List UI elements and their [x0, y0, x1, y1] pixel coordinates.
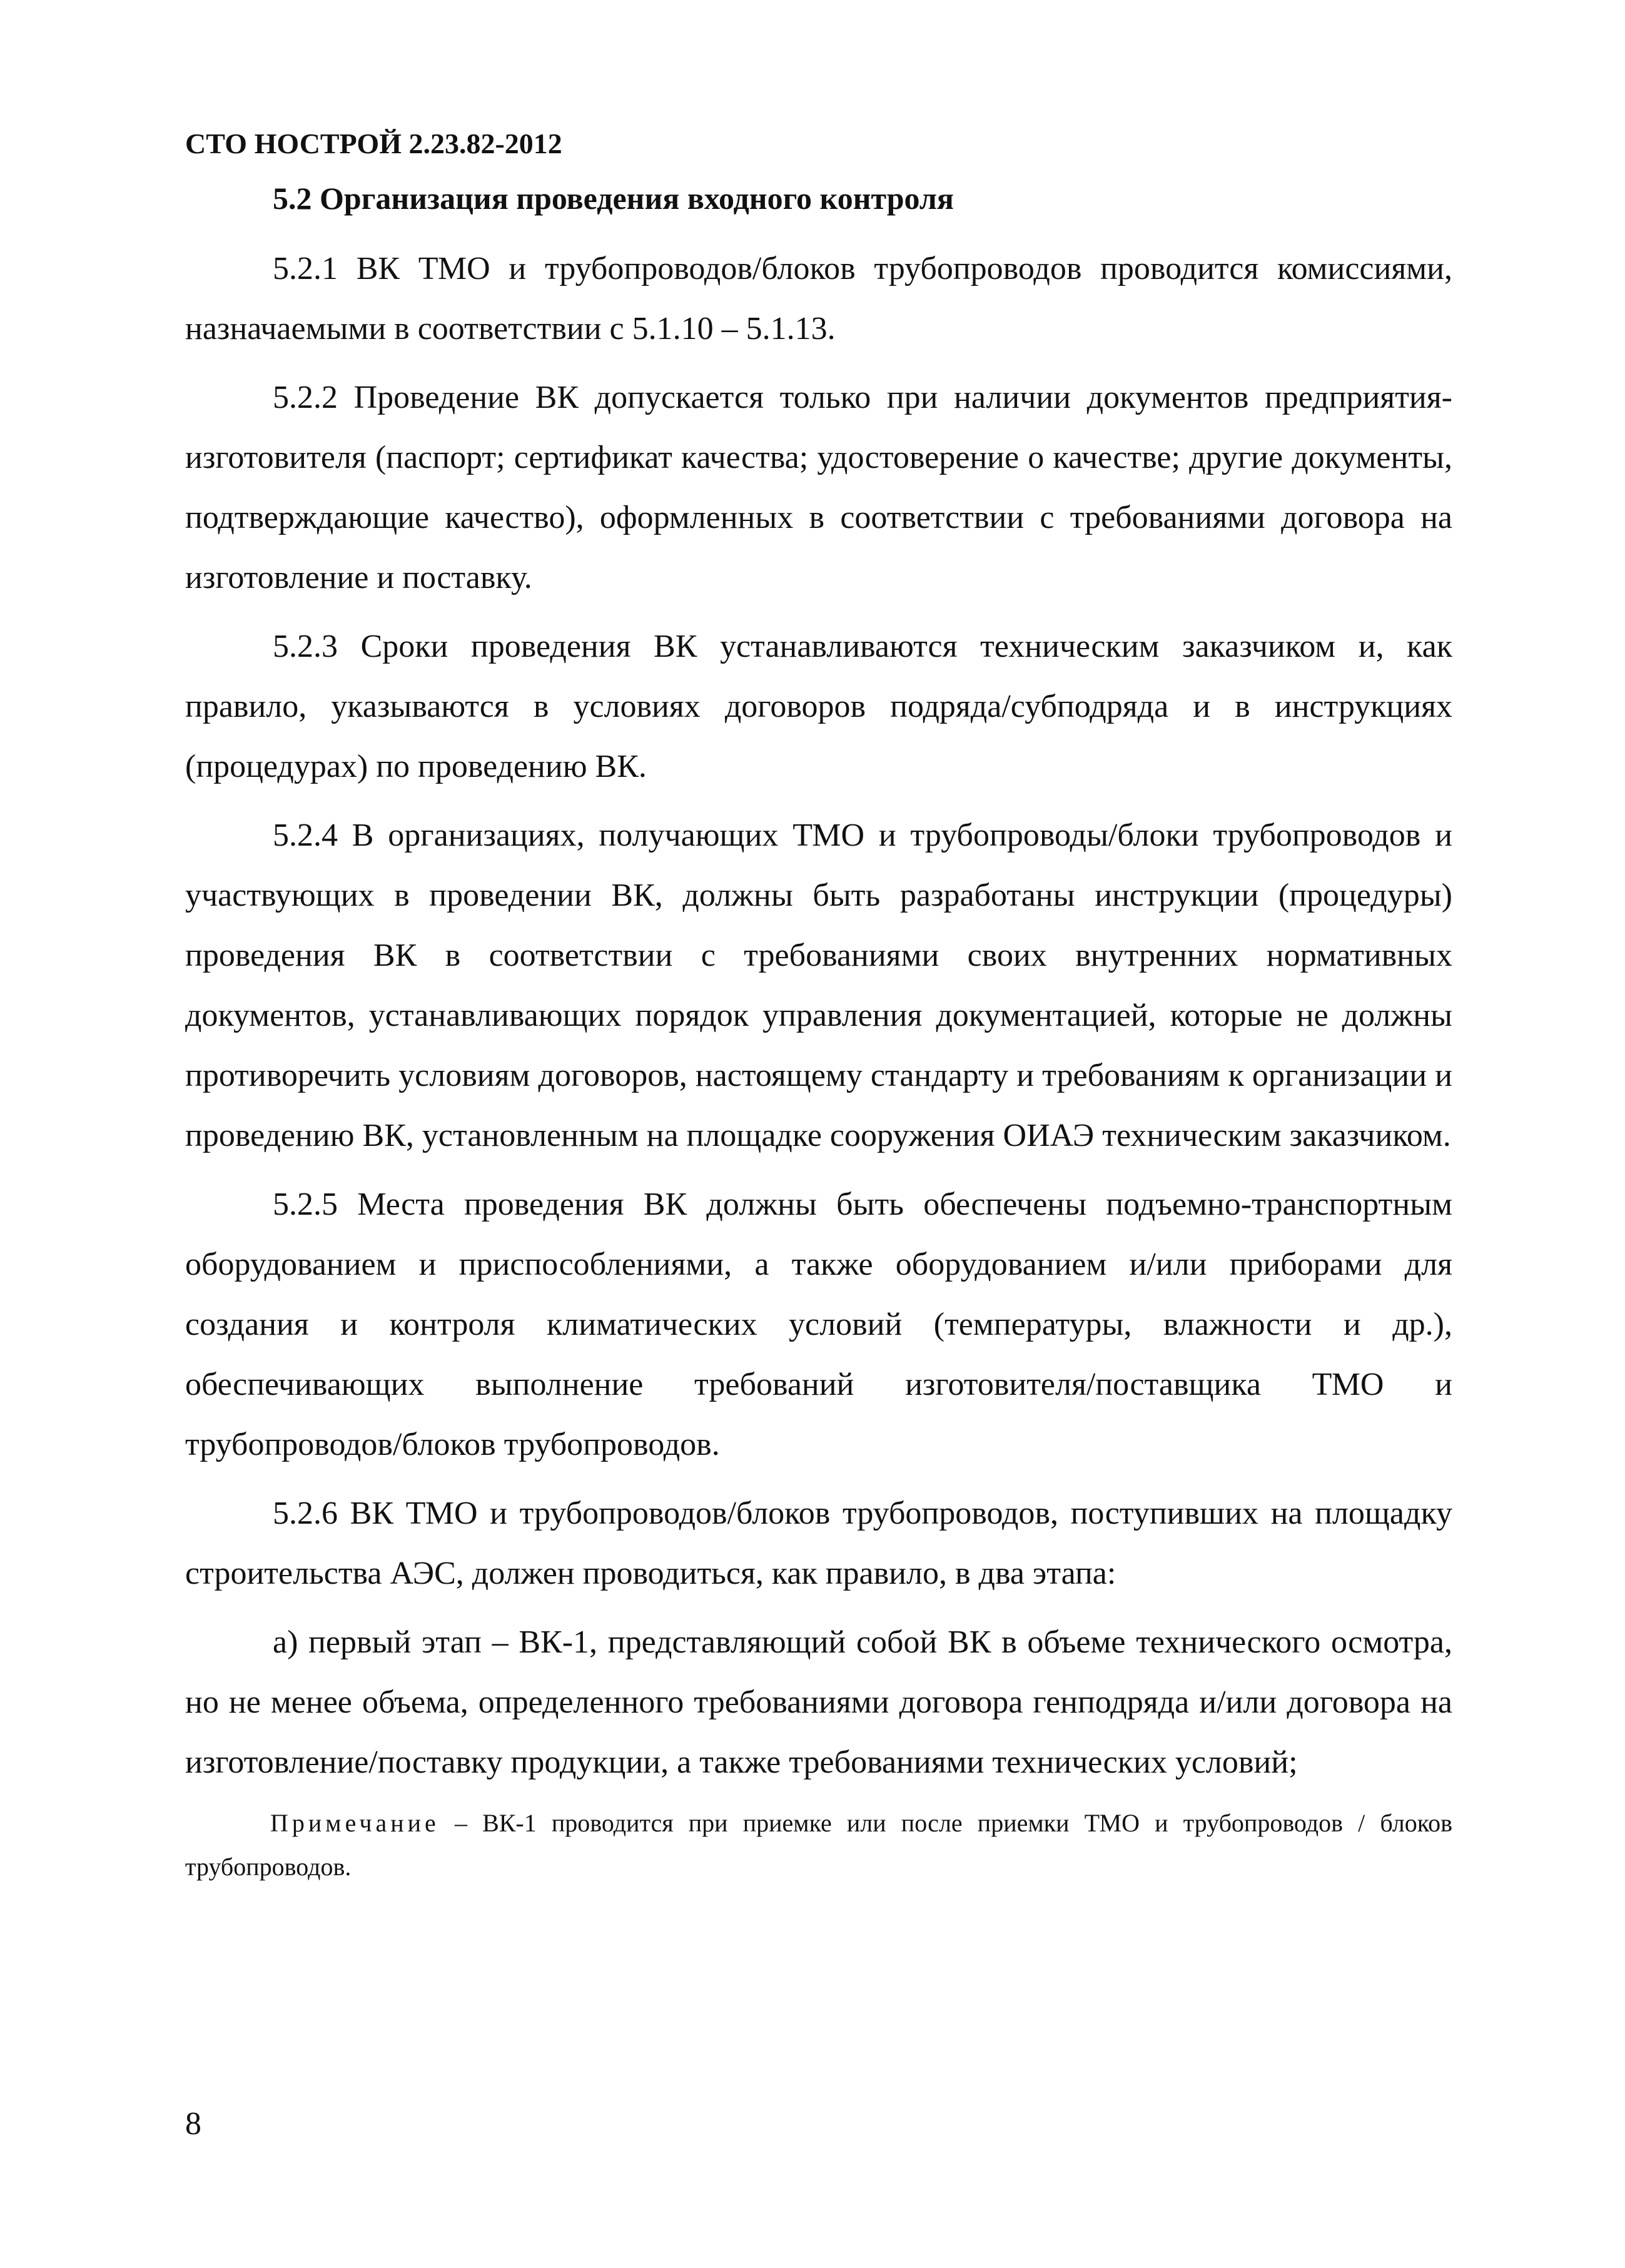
section-title: 5.2 Организация проведения входного контроля — [273, 181, 954, 216]
paragraph-stage-a: а) первый этап – ВК-1, представляющий собой ВК в объеме технического осмотра, но не менее объема, определенного требованиями договора генподряда и/или договора на изготовление/поставку продукции, а также требованиями технических условий; — [185, 1624, 1452, 1780]
paragraph-5-2-3: 5.2.3 Сроки проведения ВК устанавливаются техническим заказчиком и, как правило, указываются в условиях договоров подряда/субподряда и в инструкциях (процедурах) по проведению ВК. — [185, 629, 1452, 784]
page-number: 8 — [185, 2106, 201, 2142]
note — [185, 1801, 1452, 1889]
paragraph-5-2-1: 5.2.1 ВК ТМО и трубопроводов/блоков трубопроводов проводится комиссиями, назначаемыми в соответствии с 5.1.10 – 5.1.13. — [185, 251, 1452, 347]
paragraph-5-2-5: 5.2.5 Места проведения ВК должны быть обеспечены подъемно-транспортным оборудованием и приспособлениями, а также оборудованием и/или приборами для создания и контроля климатических условий (температуры, влажности и др.), обеспечивающих выполнение требований изготовителя/поставщика ТМО и трубопроводов/блоков трубопроводов. — [185, 1187, 1452, 1462]
note-label: Примечание — [270, 1809, 440, 1837]
paragraph-5-2-2: 5.2.2 Проведение ВК допускается только при наличии документов предприятия-изготовителя (паспорт; сертификат качества; удостоверение о качестве; другие документы, подтверждающие качество), оформленных в соответствии с требованиями договора на изготовление и поставку. — [185, 380, 1452, 595]
document-code: СТО НОСТРОЙ 2.23.82-2012 — [185, 128, 562, 159]
note-text: – ВК-1 проводится при приемке или после приемки ТМО и трубопроводов / блоков трубопроводов. — [185, 1809, 1452, 1881]
paragraph-5-2-4: 5.2.4 В организациях, получающих ТМО и трубопроводы/блоки трубопроводов и участвующих в проведении ВК, должны быть разработаны инструкции (процедуры) проведения ВК в соответствии с требованиями своих внутренних нормативных документов, устанавливающих порядок управления документацией, которые не должны противоречить условиям договоров, настоящему стандарту и требованиям к организации и проведению ВК, установленным на площадке сооружения ОИАЭ техническим заказчиком. — [185, 818, 1452, 1153]
document-page — [185, 125, 1452, 1889]
paragraph-5-2-6: 5.2.6 ВК ТМО и трубопроводов/блоков трубопроводов, поступивших на площадку строительства АЭС, должен проводиться, как правило, в два этапа: — [185, 1496, 1452, 1591]
